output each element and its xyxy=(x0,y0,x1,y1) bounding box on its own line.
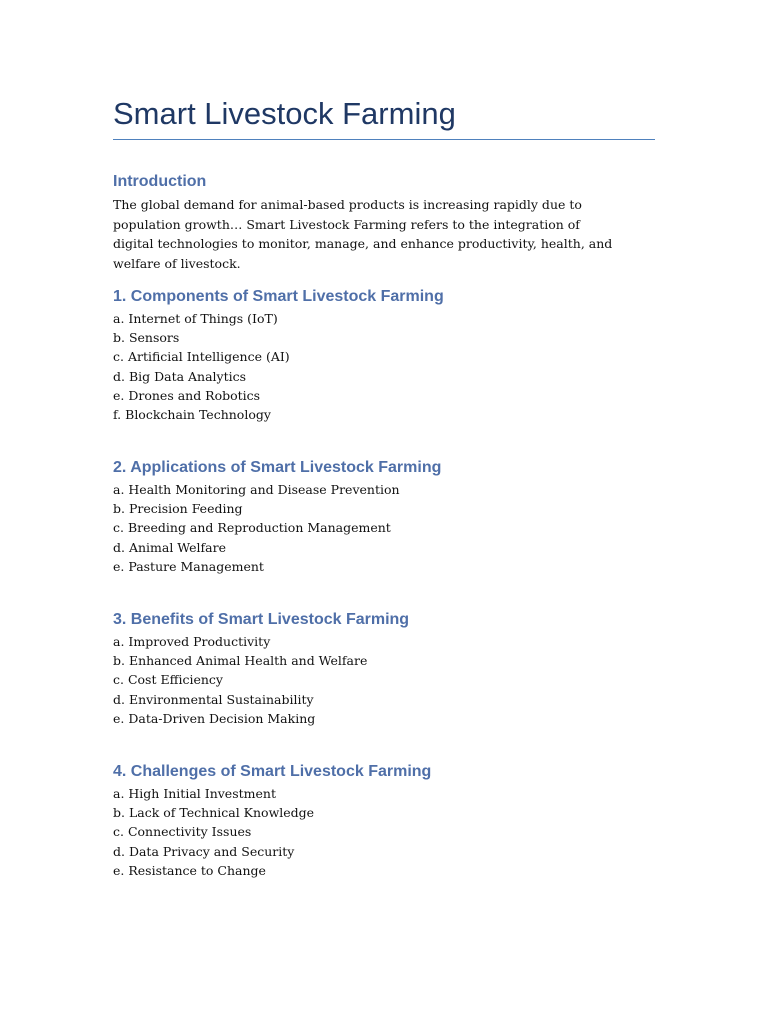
section-heading: 2. Applications of Smart Livestock Farming xyxy=(113,459,442,476)
list-item: e. Resistance to Change xyxy=(113,862,266,878)
list-item: a. Health Monitoring and Disease Prevention xyxy=(113,482,400,497)
section-heading: 4. Challenges of Smart Livestock Farming xyxy=(113,763,432,780)
list-item: b. Lack of Technical Knowledge xyxy=(113,805,315,821)
list-item: a. Internet of Things (IoT) xyxy=(113,311,278,326)
list-item: d. Environmental Sustainability xyxy=(113,691,314,707)
list-item: d. Animal Welfare xyxy=(113,539,226,555)
list-item: c. Connectivity Issues xyxy=(113,824,252,840)
introduction-paragraph: The global demand for animal-based products is increasing rapidly due to population growth… Smart Livestock Farming refers to the integration of digital technologies to monitor, manage, and enhance productivity, health, and welfare of livestock. xyxy=(113,197,613,271)
benefits-list xyxy=(113,632,655,728)
list-item: a. Improved Productivity xyxy=(113,634,271,649)
challenges-section xyxy=(113,761,655,880)
list-item: b. Precision Feeding xyxy=(113,501,243,517)
section-heading: 3. Benefits of Smart Livestock Farming xyxy=(113,611,410,628)
title-divider xyxy=(113,139,655,140)
list-item: b. Sensors xyxy=(113,330,180,346)
list-item: f. Blockchain Technology xyxy=(113,407,271,423)
section-heading: 1. Components of Smart Livestock Farming xyxy=(113,288,444,305)
introduction-section xyxy=(113,171,655,273)
list-item: e. Drones and Robotics xyxy=(113,387,261,403)
introduction-heading: Introduction xyxy=(113,173,207,190)
list-item: c. Breeding and Reproduction Management xyxy=(113,520,391,536)
list-item: a. High Initial Investment xyxy=(113,786,276,801)
list-item: d. Data Privacy and Security xyxy=(113,843,295,859)
challenges-list xyxy=(113,784,655,880)
list-item: b. Enhanced Animal Health and Welfare xyxy=(113,653,368,669)
components-list xyxy=(113,309,655,424)
document-title: Smart Livestock Farming xyxy=(113,96,456,131)
list-item: e. Data-Driven Decision Making xyxy=(113,710,316,726)
list-item: d. Big Data Analytics xyxy=(113,368,247,384)
list-item: c. Cost Efficiency xyxy=(113,672,223,688)
applications-list xyxy=(113,480,655,576)
list-item: e. Pasture Management xyxy=(113,558,264,574)
components-section xyxy=(113,286,655,424)
applications-section xyxy=(113,457,655,576)
list-item: c. Artificial Intelligence (AI) xyxy=(113,349,290,365)
benefits-section xyxy=(113,609,655,728)
